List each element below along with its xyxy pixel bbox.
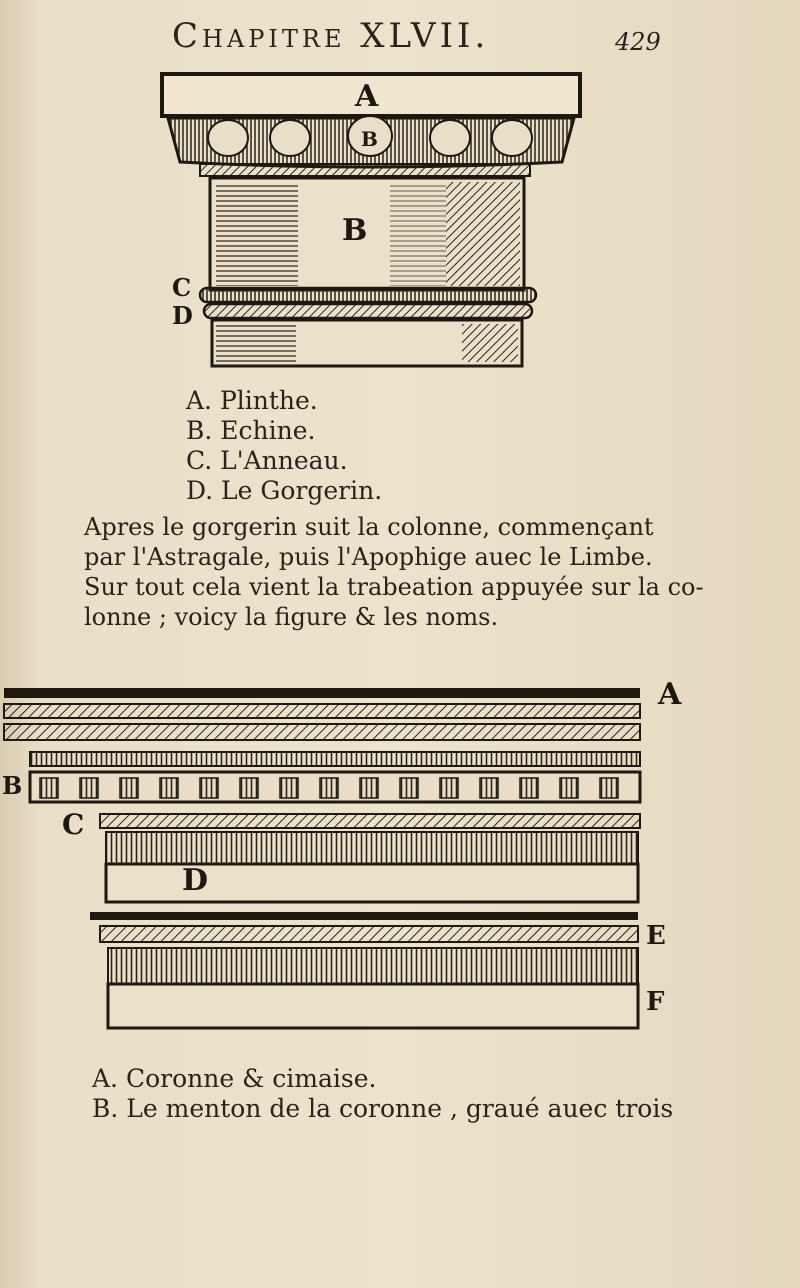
- legend-item-coronne: A. Coronne & cimaise.: [92, 1064, 377, 1093]
- legend-item-menton: B. Le menton de la coronne , graué auec trois: [92, 1094, 674, 1123]
- label-c: C: [62, 808, 85, 841]
- paragraph-line: Apres le gorgerin suit la colonne, commençant: [84, 513, 654, 541]
- label-c: C: [172, 273, 192, 302]
- label-e: E: [646, 921, 666, 951]
- legend-item-echine: B. Echine.: [186, 416, 316, 445]
- figure2-legend: [92, 1064, 673, 1124]
- label-d: D: [182, 863, 209, 898]
- page-header: [0, 14, 800, 54]
- architrave-shape: [100, 926, 638, 942]
- legend-item-gorgerin: D. Le Gorgerin.: [186, 476, 383, 505]
- figure1-legend: [186, 386, 382, 506]
- label-b: B: [2, 771, 23, 800]
- legend-item-anneau: C. L'Anneau.: [186, 446, 348, 475]
- label-a: A: [658, 677, 682, 712]
- trabeation-engraving: [0, 676, 700, 1036]
- paragraph-line: par l'Astragale, puis l'Apophige auec le Limbe.: [84, 543, 653, 571]
- body-paragraph: [84, 512, 704, 632]
- paragraph-line: Sur tout cela vient la trabeation appuyée sur la co-: [84, 573, 704, 601]
- label-d: D: [172, 301, 193, 330]
- page-number: 429: [615, 28, 661, 56]
- label-b-small: B: [361, 127, 378, 151]
- running-head: Chapitre XLVII.: [172, 16, 490, 56]
- label-f: F: [646, 987, 665, 1017]
- capital-engraving: [150, 60, 590, 380]
- annulet-shape: [200, 288, 536, 302]
- label-b: B: [342, 213, 368, 248]
- label-a: A: [355, 79, 379, 114]
- paragraph-line: lonne ; voicy la figure & les noms.: [84, 603, 499, 631]
- legend-item-plinthe: A. Plinthe.: [186, 386, 318, 415]
- cornice-shape: [4, 704, 640, 718]
